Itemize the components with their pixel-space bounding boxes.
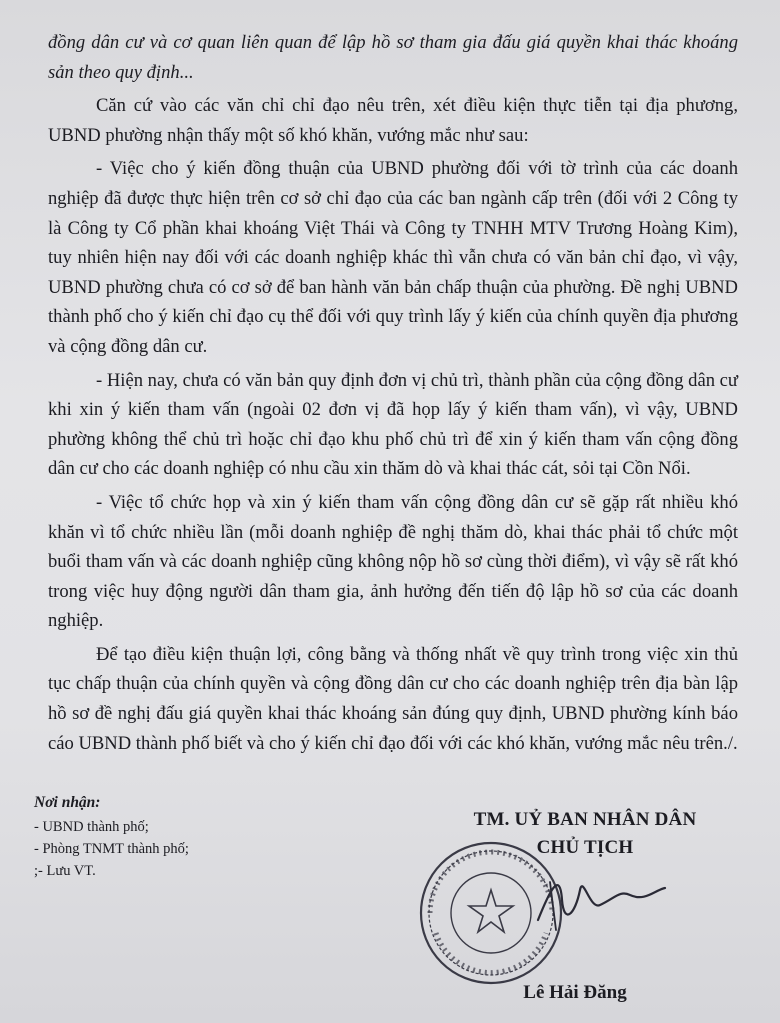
recipients-block: [34, 792, 294, 882]
paragraph-difficulty-3: - Việc tổ chức họp và xin ý kiến tham vấn cộng đồng dân cư sẽ gặp rất nhiều khó khăn vì tổ chức nhiều lần (mỗi doanh nghiệp đề nghị thăm dò, khai thác phải tổ chức một buổi tham vấn và các doanh nghiệp cũng không nộp hồ sơ cùng thời điểm), vì vậy sẽ rất khó trong việc huy động người dân tham gia, ảnh hưởng đến tiến độ lập hồ sơ của các doanh nghiệp.: [48, 491, 738, 632]
signature-position: CHỦ TỊCH: [536, 837, 634, 858]
paragraph-basis: Căn cứ vào các văn chỉ chỉ đạo nêu trên, xét điều kiện thực tiễn tại địa phương, UBND phường nhận thấy một số khó khăn, vướng mắc như sau:: [48, 95, 738, 146]
paragraph-difficulty-2: - Hiện nay, chưa có văn bản quy định đơn vị chủ trì, thành phần của cộng đồng dân cư khi xin ý kiến tham vấn (ngoài 02 đơn vị đã họp lấy ý kiến tham vấn), vì vậy, UBND phường không thể chủ trì hoặc chỉ đạo khu phố chủ trì để xin ý kiến tham vấn cộng đồng dân cư cho các doanh nghiệp có nhu cầu xin thăm dò và khai thác cát, sỏi tại Cồn Nổi.: [48, 369, 738, 480]
handwritten-signature: [520, 860, 670, 940]
recipient-item: ;- Lưu VT.: [34, 863, 96, 879]
signature-org: TM. UỶ BAN NHÂN DÂN: [473, 809, 697, 830]
signature-title: [440, 806, 730, 862]
recipients-heading: Nơi nhận:: [34, 794, 101, 811]
paragraph-difficulty-1: - Việc cho ý kiến đồng thuận của UBND phường đối với tờ trình của các doanh nghiệp đã được thực hiện trên cơ sở chỉ đạo của các ban ngành cấp trên (đối với 2 Công ty là Công ty Cổ phần khai khoáng Việt Thái và Công ty TNHH MTV Trương Hoàng Kim), tuy nhiên hiện nay đối với các doanh nghiệp khác thì vẫn chưa có văn bản chỉ đạo, vì vậy, UBND phường chưa có cơ sở để ban hành văn bản chấp thuận của phường. Đề nghị UBND thành phố cho ý kiến chỉ đạo cụ thể đối với quy trình lấy ý kiến của chính quyền địa phương và cộng đồng dân cư.: [48, 158, 738, 357]
paragraph-conclusion: Để tạo điều kiện thuận lợi, công bằng và thống nhất về quy trình trong việc xin thủ tục chấp thuận của chính quyền và cộng đồng dân cư cho các doanh nghiệp trên địa bàn lập hồ sơ đề nghị đấu giá quyền khai thác khoáng sản đúng quy định, UBND phường kính báo cáo UBND thành phố biết và cho ý kiến chỉ đạo đối với các khó khăn, vướng mắc nêu trên./.: [48, 643, 738, 754]
signer-name: Lê Hải Đăng: [523, 982, 627, 1003]
recipient-item: - UBND thành phố;: [34, 819, 149, 835]
document-body: [48, 28, 738, 758]
recipient-item: - Phòng TNMT thành phố;: [34, 841, 189, 857]
paragraph-intro-continuation: đồng dân cư và cơ quan liên quan để lập hồ sơ tham gia đấu giá quyền khai thác khoáng sản theo quy định...: [48, 32, 738, 83]
